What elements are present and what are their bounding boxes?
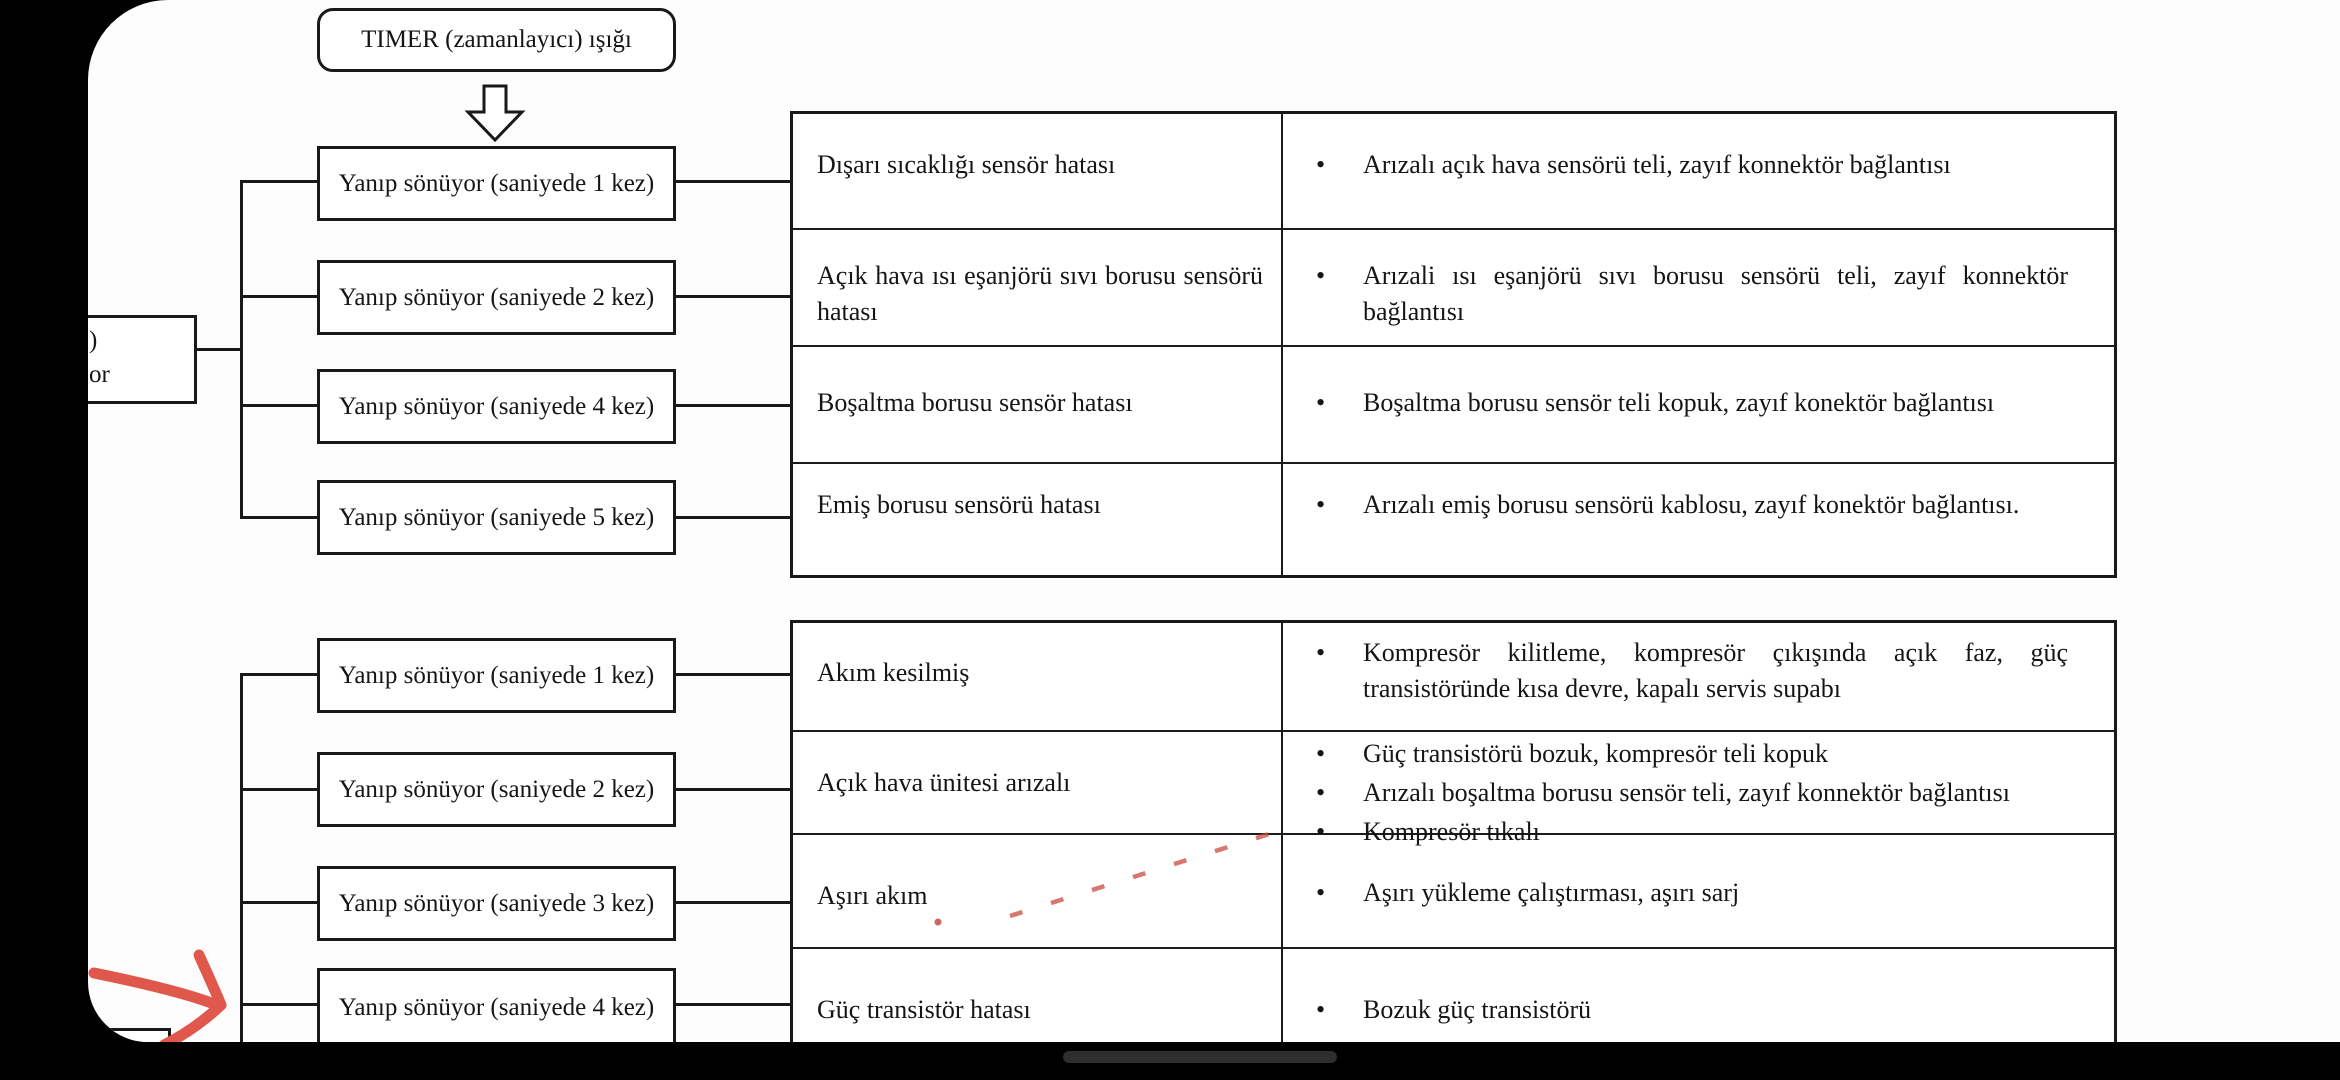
- group2-connector-right-2: [676, 788, 790, 791]
- timer-title-box: [317, 8, 676, 72]
- t2-r4-cause-cell: • Bozuk güç transistörü: [1283, 949, 2114, 1042]
- down-arrow-icon: [460, 84, 530, 142]
- blink-box-5s-group1: [317, 480, 676, 555]
- home-indicator[interactable]: [1063, 1051, 1337, 1063]
- bullet-icon: •: [1316, 995, 1326, 1024]
- t2-r3-fault-cell: Aşırı akım: [817, 881, 928, 910]
- blink-box-label: Yanıp sönüyor (saniyede 5 kez): [338, 503, 655, 531]
- blink-box-label: Yanıp sönüyor (saniyede 2 kez): [338, 283, 655, 311]
- blink-box-1s-group1: [317, 146, 676, 221]
- group2-connector-right-1: [676, 673, 790, 676]
- group1-connector-left-2: [240, 295, 317, 298]
- bullet-icon: •: [1316, 878, 1326, 907]
- fault-table-2: [790, 620, 2117, 1042]
- group1-connector-left-3: [240, 404, 317, 407]
- t1-r3-fault-cell: Boşaltma borusu sensör hatası: [817, 388, 1133, 417]
- clipped-left-box: [88, 315, 197, 404]
- t2-r1-fault-cell: Akım kesilmiş: [817, 658, 970, 687]
- group1-connector-right-3: [676, 404, 790, 407]
- bullet-icon: •: [1316, 739, 1326, 768]
- t2-r1-cause-cell: • Kompresör kilitleme, kompresör çıkışında açık faz, güç transistöründe kısa devre, kapalı servis supabı: [1283, 623, 2114, 730]
- group1-connector-right-2: [676, 295, 790, 298]
- t2-r2-cause-cell: • Güç transistörü bozuk, kompresör teli kopuk • Arızalı boşaltma borusu sensör teli, zayıf konnektör bağlantısı • Kompresör tıkalı: [1283, 732, 2114, 833]
- bullet-icon: •: [1316, 778, 1326, 807]
- t1-r2-fault-cell: Açık hava ısı eşanjörü sıvı borusu sensörü hatası: [817, 261, 1263, 326]
- group1-connector-left-1: [240, 180, 317, 183]
- t1-r1-fault-cell: Dışarı sıcaklığı sensör hatası: [817, 150, 1116, 179]
- timer-title-label: TIMER (zamanlayıcı) ışığı: [361, 26, 632, 53]
- group1-connector-right-1: [676, 180, 790, 183]
- bullet-icon: •: [1316, 638, 1326, 667]
- clipped-box-connector-line: [197, 348, 243, 351]
- group2-connector-left-2: [240, 788, 317, 791]
- t2-r4-fault-cell: Güç transistör hatası: [817, 995, 1031, 1024]
- fault-table-1: [790, 111, 2117, 578]
- bullet-icon: •: [1316, 388, 1326, 417]
- clipped-text-line1: ): [89, 327, 98, 354]
- t1-r4-cause-cell: • Arızalı emiş borusu sensörü kablosu, zayıf konektör bağlantısı.: [1283, 464, 2114, 575]
- group2-connector-left-4: [240, 1003, 317, 1006]
- group2-spine-line: [240, 673, 243, 1042]
- document-page[interactable]: [88, 0, 2340, 1042]
- blink-box-4s-group1: [317, 369, 676, 444]
- group1-connector-left-4: [240, 516, 317, 519]
- group2-connector-left-3: [240, 901, 317, 904]
- bullet-icon: •: [1316, 261, 1326, 290]
- t1-r2-cause-cell: • Arızali ısı eşanjörü sıvı borusu sensörü teli, zayıf konnektör bağlantısı: [1283, 230, 2114, 345]
- blink-box-label: Yanıp sönüyor (saniyede 3 kez): [338, 889, 655, 917]
- blink-box-label: Yanıp sönüyor (saniyede 1 kez): [338, 661, 655, 689]
- blink-box-label: Yanıp sönüyor (saniyede 1 kez): [338, 169, 655, 197]
- blink-box-3s-group2: [317, 866, 676, 941]
- group2-connector-right-3: [676, 901, 790, 904]
- blink-box-1s-group2: [317, 638, 676, 713]
- t1-r1-cause-cell: • Arızalı açık hava sensörü teli, zayıf konnektör bağlantısı: [1283, 114, 2114, 228]
- bullet-icon: •: [1316, 490, 1326, 519]
- blink-box-label: Yanıp sönüyor (saniyede 2 kez): [338, 775, 655, 803]
- group1-connector-right-4: [676, 516, 790, 519]
- blink-box-label: Yanıp sönüyor (saniyede 4 kez): [338, 994, 655, 1021]
- blink-box-label: Yanıp sönüyor (saniyede 4 kez): [338, 392, 655, 420]
- clipped-text-line2: or: [89, 361, 110, 388]
- t2-r2-fault-cell: Açık hava ünitesi arızalı: [817, 768, 1071, 797]
- group2-connector-right-4: [676, 1003, 790, 1006]
- bullet-icon: •: [1316, 817, 1326, 846]
- clipped-bottom-box: [88, 1028, 171, 1042]
- bullet-icon: •: [1316, 150, 1326, 179]
- t1-r3-cause-cell: • Boşaltma borusu sensör teli kopuk, zayıf konektör bağlantısı: [1283, 347, 2114, 462]
- t1-r4-fault-cell: Emiş borusu sensörü hatası: [817, 490, 1101, 519]
- t2-r3-cause-cell: • Aşırı yükleme çalıştırması, aşırı sarj: [1283, 835, 2114, 947]
- blink-box-4s-group2: [317, 968, 676, 1042]
- group2-connector-left-1: [240, 673, 317, 676]
- blink-box-2s-group2: [317, 752, 676, 827]
- blink-box-2s-group1: [317, 260, 676, 335]
